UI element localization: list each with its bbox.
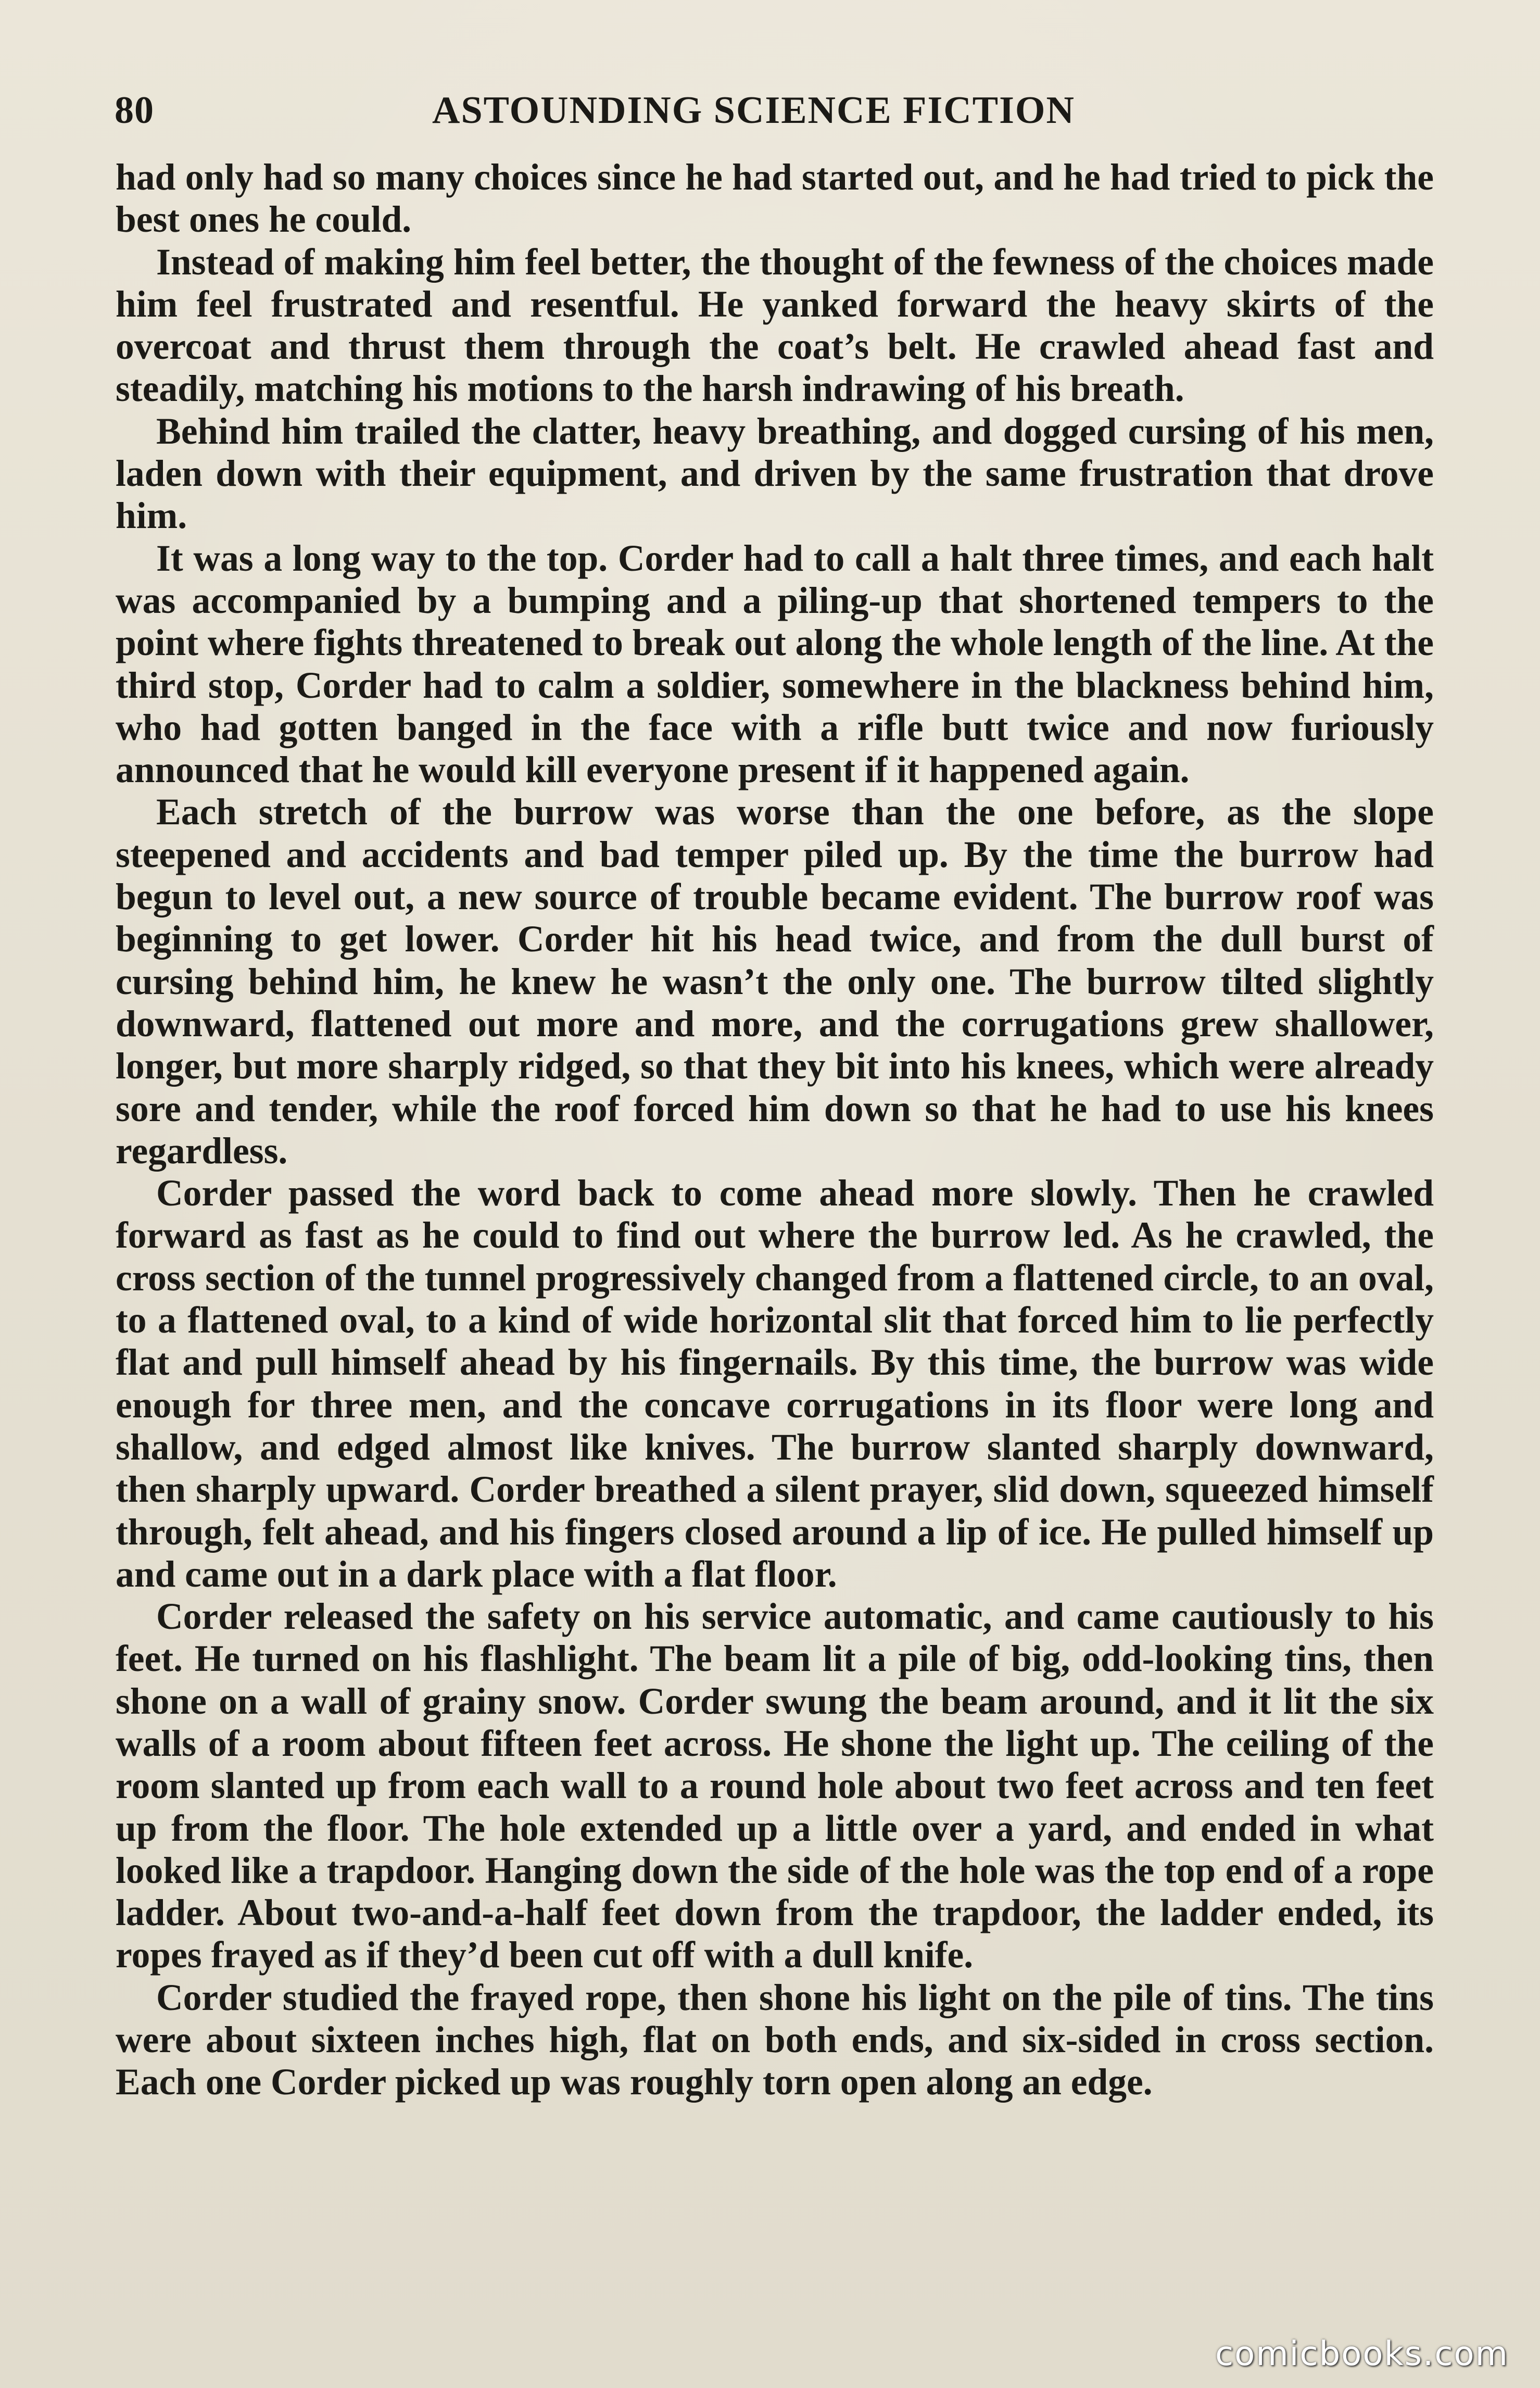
page-number: 80 — [115, 89, 154, 132]
paragraph: It was a long way to the top. Corder had to call a halt three times, and each halt was accompanied by a bumping and a piling-up that shortened tempers to the point where fights threatened to break out along the whole length of the line. At the third stop, Corder had to calm a soldier, somewhere in the blackness behind him, who had gotten banged in the face with a rifle butt twice and now furiously announced that he would kill everyone present if it happened again. — [116, 537, 1434, 791]
paragraph: Behind him trailed the clatter, heavy breathing, and dogged cursing of his men, laden down with their equipment, and driven by the same frustration that drove him. — [116, 410, 1434, 537]
paragraph: Corder released the safety on his service automatic, and came cautiously to his feet. He turned on his flashlight. The beam lit a pile of big, odd-looking tins, then shone on a wall of grainy snow. Corder swung the beam around, and it lit the six walls of a room about fifteen feet across. He shone the light up. The ceiling of the room slanted up from each wall to a round hole about two feet across and ten feet up from the floor. The hole extended up a little over a yard, and ended in what looked like a trapdoor. Hanging down the side of the hole was the top end of a rope ladder. About two-and-a-half feet down from the trapdoor, the ladder ended, its ropes frayed as if they’d been cut off with a dull knife. — [116, 1596, 1434, 1976]
watermark: comicbooks.com — [1215, 2335, 1509, 2373]
body-text — [116, 156, 1434, 2104]
paragraph: had only had so many choices since he had started out, and he had tried to pick the best ones he could. — [116, 157, 1434, 241]
page-header — [115, 83, 1437, 146]
paragraph: Instead of making him feel better, the thought of the fewness of the choices made him feel frustrated and resentful. He yanked forward the heavy skirts of the overcoat and thrust them through the coat’s belt. He crawled ahead fast and steadily, matching his motions to the harsh indrawing of his breath. — [116, 241, 1434, 410]
paragraph: Corder passed the word back to come ahead more slowly. Then he crawled forward as fast as he could to find out where the burrow led. As he crawled, the cross section of the tunnel progressively changed from a flattened circle, to an oval, to a flattened oval, to a kind of wide horizontal slit that forced him to lie perfectly flat and pull himself ahead by his fingernails. By this time, the burrow was wide enough for three men, and the concave corrugations in its floor were long and shallow, and edged almost like knives. The burrow slanted sharply downward, then sharply upward. Corder breathed a silent prayer, slid down, squeezed himself through, felt ahead, and his fingers closed around a lip of ice. He pulled himself up and came out in a dark place with a flat floor. — [116, 1173, 1434, 1595]
paragraph: Corder studied the frayed rope, then shone his light on the pile of tins. The tins were about sixteen inches high, flat on both ends, and six-sided in cross section. Each one Corder picked up was roughly torn open along an edge. — [116, 1977, 1434, 2103]
paragraph: Each stretch of the burrow was worse than the one before, as the slope steepened and accidents and bad temper piled up. By the time the burrow had begun to level out, a new source of trouble became evident. The burrow roof was beginning to get lower. Corder hit his head twice, and from the dull burst of cursing behind him, he knew he wasn’t the only one. The burrow tilted slightly downward, flattened out more and more, and the corrugations grew shallower, longer, but more sharply ridged, so that they bit into his knees, which were already sore and tender, while the roof forced him down so that he had to use his knees regardless. — [116, 791, 1434, 1172]
running-title: ASTOUNDING SCIENCE FICTION — [432, 89, 1075, 132]
